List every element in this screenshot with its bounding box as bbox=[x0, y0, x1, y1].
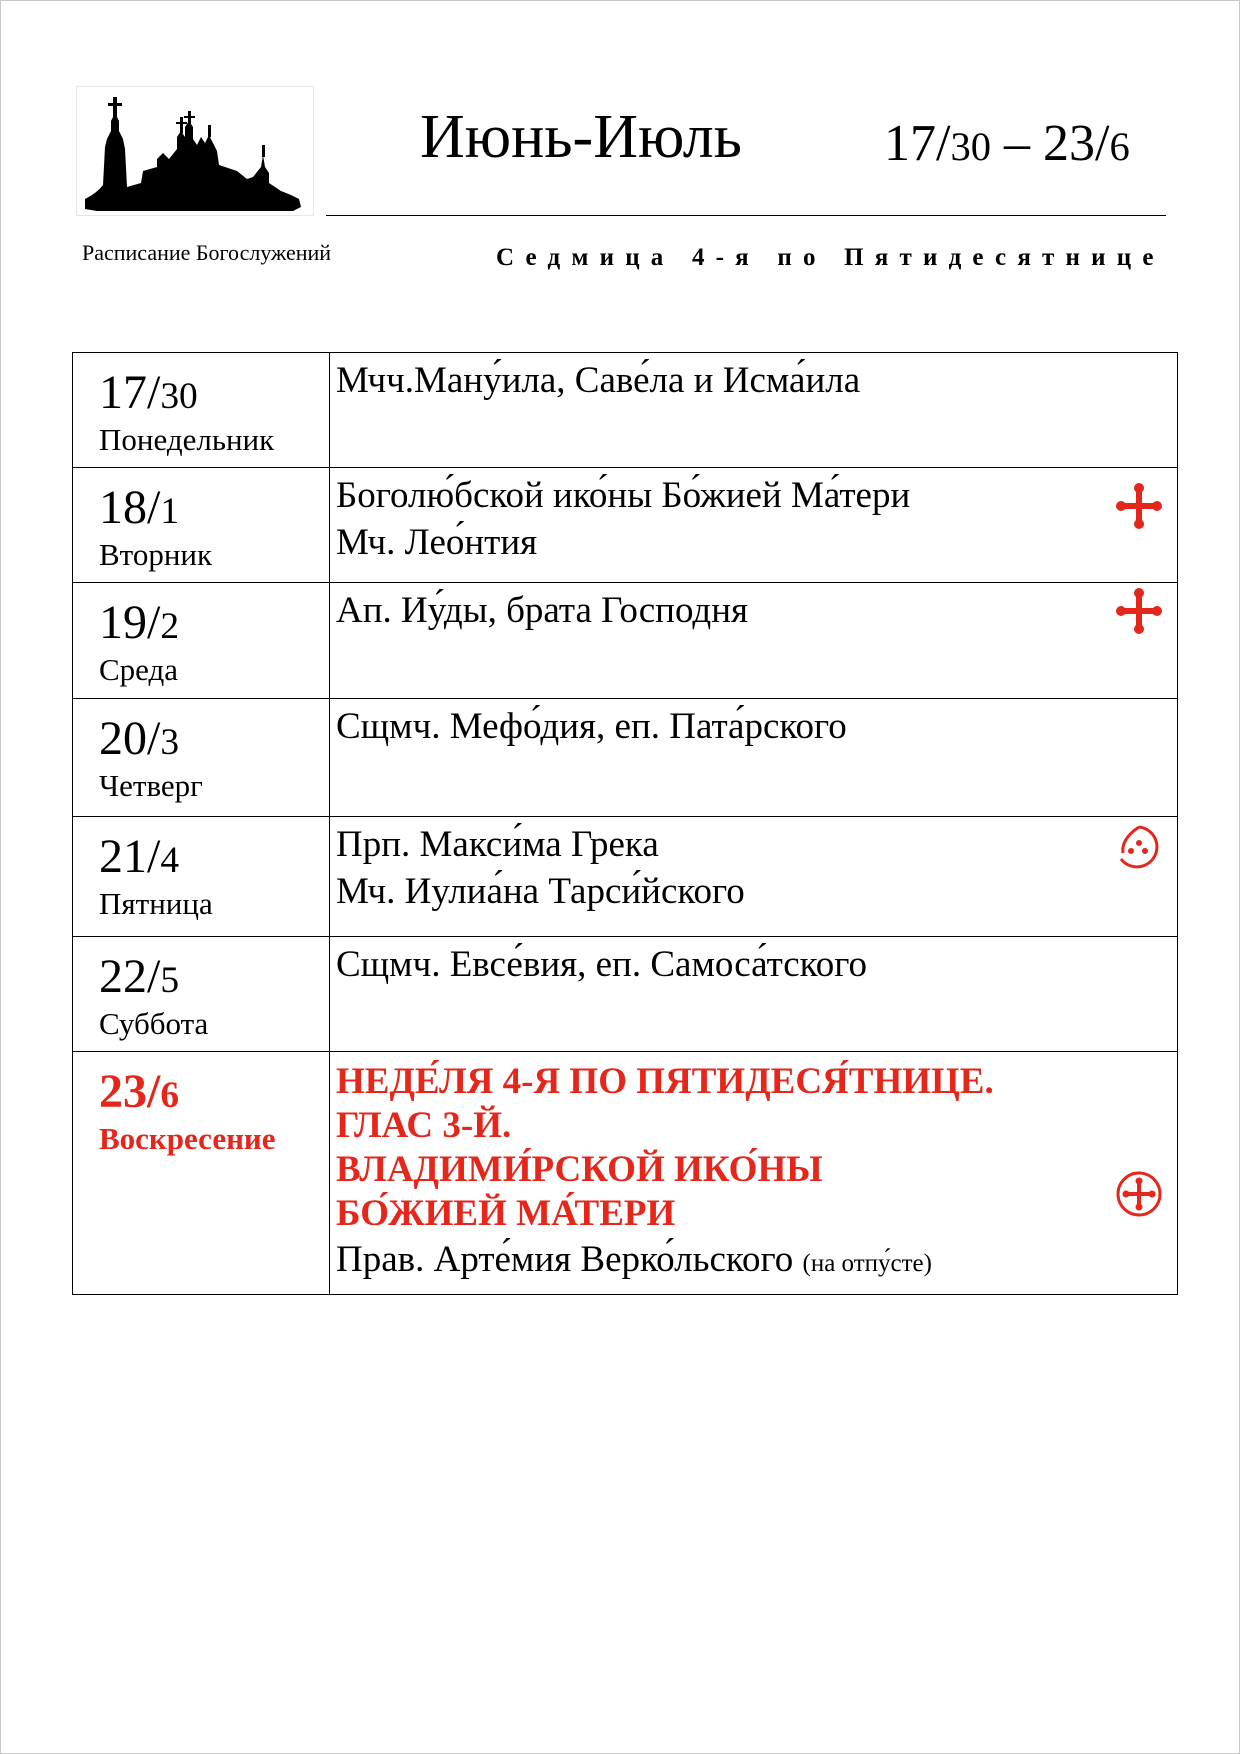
date-new: 30 bbox=[160, 376, 198, 417]
date-old: 21/ bbox=[99, 830, 161, 883]
feast-cell bbox=[330, 353, 1178, 468]
feast-line: Ап. Иу́ды, брата Господня bbox=[336, 590, 749, 631]
date-old: 22/ bbox=[99, 950, 161, 1003]
day-date bbox=[73, 817, 329, 887]
range-end: 23/ bbox=[1043, 115, 1110, 172]
date-cell bbox=[73, 699, 330, 817]
table-row-sunday bbox=[73, 1052, 1178, 1295]
table-row bbox=[73, 817, 1178, 937]
table-row bbox=[73, 583, 1178, 699]
feast-line: Сщмч. Евсе́вия, еп. Самоса́тского bbox=[336, 944, 868, 985]
day-date bbox=[73, 699, 329, 769]
feast-line-red: ВЛАДИМИ́РСКОЙ ИКО́НЫ bbox=[336, 1149, 823, 1190]
date-cell bbox=[73, 937, 330, 1052]
feast-cell bbox=[330, 583, 1178, 699]
red-cross-icon bbox=[1115, 587, 1163, 635]
feast-extra-note: (на отпу́сте) bbox=[802, 1250, 932, 1277]
schedule-table bbox=[72, 352, 1178, 1295]
weekday: Понедельник bbox=[99, 422, 275, 457]
weekday: Воскресение bbox=[99, 1121, 276, 1156]
range-end-new: 6 bbox=[1109, 124, 1130, 169]
date-cell bbox=[73, 1052, 330, 1295]
feast-cell bbox=[330, 699, 1178, 817]
feast-line: Боголю́бской ико́ны Бо́жией Ма́тери bbox=[336, 475, 911, 516]
weekday: Пятница bbox=[99, 886, 213, 921]
schedule-subtitle: Расписание Богослужений bbox=[82, 240, 332, 265]
feast-extra: Прав. Арте́мия Верко́льского bbox=[336, 1239, 794, 1280]
table-row bbox=[73, 699, 1178, 817]
feast-line bbox=[330, 1236, 1177, 1287]
date-cell bbox=[73, 353, 330, 468]
church-silhouette-logo bbox=[76, 86, 314, 216]
date-new: 2 bbox=[160, 606, 180, 647]
feast-line-red: БО́ЖИЕЙ МА́ТЕРИ bbox=[336, 1193, 676, 1234]
week-heading: Седмица 4-я по Пятидесятнице bbox=[496, 244, 1165, 271]
feast-line-red: НЕДЕ́ЛЯ 4-Я ПО ПЯТИДЕСЯ́ТНИЦЕ. bbox=[336, 1061, 994, 1102]
weekday: Четверг bbox=[99, 768, 203, 803]
weekday: Среда bbox=[99, 652, 179, 687]
feast-cell bbox=[330, 1052, 1178, 1295]
date-new: 1 bbox=[160, 491, 180, 532]
table-row bbox=[73, 468, 1178, 583]
day-date bbox=[73, 937, 329, 1007]
date-cell bbox=[73, 583, 330, 699]
date-new: 4 bbox=[160, 840, 180, 881]
weekday: Суббота bbox=[99, 1006, 209, 1041]
day-date bbox=[73, 1052, 329, 1122]
date-old: 19/ bbox=[99, 596, 161, 649]
date-old: 17/ bbox=[99, 366, 161, 419]
feast-line-red: ГЛАС 3-Й. bbox=[336, 1105, 512, 1146]
date-cell bbox=[73, 468, 330, 583]
day-date bbox=[73, 353, 329, 423]
date-new: 3 bbox=[160, 722, 180, 763]
feast-cell bbox=[330, 817, 1178, 937]
red-cross-in-circle-icon bbox=[1115, 1170, 1163, 1218]
table-row bbox=[73, 353, 1178, 468]
range-dash: – bbox=[991, 115, 1043, 172]
feast-line: Мчч.Ману́ила, Саве́ла и Исма́ила bbox=[336, 360, 861, 401]
feast-line: Прп. Макси́ма Грека bbox=[336, 824, 659, 865]
feast-cell bbox=[330, 937, 1178, 1052]
date-new: 5 bbox=[160, 960, 180, 1001]
range-start: 17/ bbox=[884, 115, 951, 172]
feast-cell bbox=[330, 468, 1178, 583]
date-new: 6 bbox=[160, 1075, 180, 1116]
table-row bbox=[73, 937, 1178, 1052]
day-date bbox=[73, 468, 329, 538]
date-cell bbox=[73, 817, 330, 937]
feast-line: Сщмч. Мефо́дия, еп. Пата́рского bbox=[336, 706, 847, 747]
page-title: Июнь-Июль bbox=[420, 103, 742, 171]
date-old: 20/ bbox=[99, 712, 161, 765]
date-old: 18/ bbox=[99, 481, 161, 534]
feast-line: Мч. Иулиа́на Тарси́йского bbox=[336, 871, 745, 912]
date-range bbox=[884, 115, 1130, 172]
feast-line: Мч. Лео́нтия bbox=[336, 522, 538, 563]
range-start-new: 30 bbox=[950, 124, 991, 169]
header-rule bbox=[326, 215, 1166, 216]
date-old: 23/ bbox=[99, 1065, 161, 1118]
red-cross-icon bbox=[1115, 482, 1163, 530]
day-date bbox=[73, 583, 329, 653]
weekday: Вторник bbox=[99, 537, 213, 572]
red-half-circle-icon bbox=[1115, 823, 1163, 871]
